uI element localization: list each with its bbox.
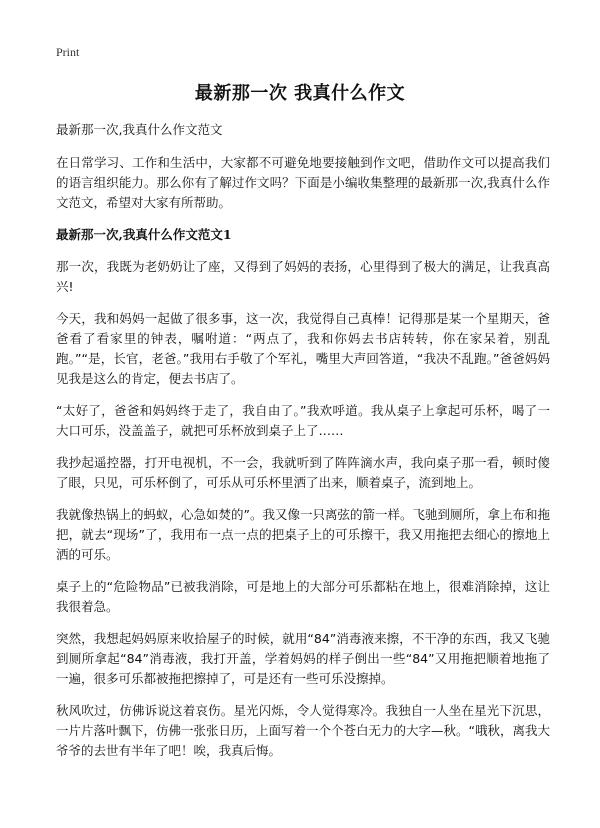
paragraph: 我抄起遥控器，打开电视机，不一会，我就听到了阵阵滴水声，我向桌子那一看，顿时傻了眼，只见，可乐杯倒了，可乐从可乐杯里洒了出来，顺着桌子，流到地上。 (56, 455, 550, 490)
paragraph: 今天，我和妈妈一起做了很多事，这一次，我觉得自己真棒！记得那是某一个星期天，爸爸看了看家里的钟表，嘱咐道：“两点了，我和你妈去书店转转，你在家呆着，别乱跑。”“是，长官，老爸。”我用右手敬了个军礼，嘴里大声回答道，“我决不乱跑。”爸爸妈妈见我是这么的肯定，便去书店了。 (56, 311, 550, 386)
print-label: Print (56, 45, 80, 59)
document-body (56, 120, 550, 773)
paragraph: 我就像热锅上的蚂蚁，心急如焚的”。我又像一只离弦的箭一样。飞驰到厕所，拿上布和拖把，就去“现场”了，我用布一点一点的把桌子上的可乐擦干，我又用拖把去细心的擦地上洒的可乐。 (56, 507, 550, 562)
paragraph: 突然，我想起妈妈原来收拾屋子的时候，就用“84”消毒液来擦，不干净的东西，我又飞驰到厕所拿起“84”消毒液，我打开盖，学着妈妈的样子倒出一些“84”又用拖把顺着地拖了一遍，很多可乐都被拖把擦掉了，可是还有一些可乐没擦掉。 (56, 631, 550, 686)
document-subtitle: 最新那一次,我真什么作文范文 (56, 122, 223, 137)
intro-paragraph: 在日常学习、工作和生活中，大家都不可避免地要接触到作文吧，借助作文可以提高我们的语言组织能力。那么你有了解过作文吗？下面是小编收集整理的最新那一次,我真什么作文范文，希望对大家有所帮助。 (56, 155, 550, 210)
paragraph: “太好了，爸爸和妈妈终于走了，我自由了。”我欢呼道。我从桌子上拿起可乐杯，喝了一大口可乐，没盖盖子，就把可乐杯放到桌子上了…… (56, 403, 550, 438)
paragraph: 那一次，我既为老奶奶让了座，又得到了妈妈的表扬，心里得到了极大的满足，让我真高兴! (56, 259, 550, 294)
paragraph: 秋风吹过，仿佛诉说这着哀伤。星光闪烁，令人觉得寒冷。我独自一人坐在星光下沉思，一片片落叶飘下，仿佛一张张日历，上面写着一个个苍白无力的大字—秋。“哦秋，离我大爷爷的去世有半年了吧！唉，我真后悔。 (56, 703, 550, 758)
paragraph: 桌子上的“危险物品”已被我消除，可是地上的大部分可乐都粘在地上，很难消除掉，这让我很着急。 (56, 579, 550, 614)
section-heading: 最新那一次,我真什么作文范文1 (56, 227, 232, 242)
document-title: 最新那一次 我真什么作文 (194, 83, 406, 104)
